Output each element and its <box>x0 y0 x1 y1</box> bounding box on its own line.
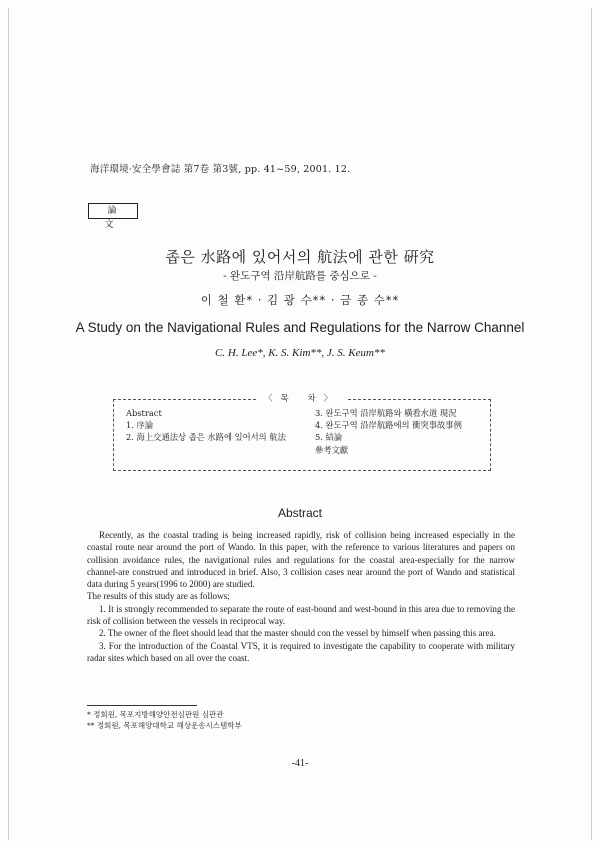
abstract-paragraph: The results of this study are as follows; <box>87 591 230 602</box>
authors-english: C. H. Lee*, K. S. Kim**, J. S. Keum** <box>215 347 385 359</box>
toc-right-column <box>315 407 462 456</box>
abstract-paragraph: 2. The owner of the fleet should lead that the master should con the vessel by himself when passing this area. <box>99 628 496 639</box>
toc-item: Abstract <box>126 408 162 418</box>
toc-item: 4. 완도구역 沿岸航路에의 衝突事故事例 <box>315 420 462 431</box>
footnote: * 정회원, 목포지방해양안전심판원 심판관 <box>87 710 224 719</box>
page-number: -41- <box>291 758 309 769</box>
toc-heading: 〈목 차〉 <box>258 392 346 404</box>
toc-item: 5. 結論 <box>315 432 343 443</box>
abstract-body <box>87 529 515 664</box>
subtitle-korean: - 완도구역 沿岸航路를 중심으로 - <box>223 270 377 282</box>
toc-left-column <box>126 407 286 444</box>
journal-citation: 海洋環境·安全學會誌 第7卷 第3號, pp. 41~59, 2001. 12. <box>90 164 351 175</box>
footnote: ** 정회원, 목포해양대학교 해상운송시스템학부 <box>87 721 242 730</box>
toc-item: 1. 序論 <box>126 420 154 431</box>
footnotes <box>87 709 242 731</box>
abstract-paragraph: 1. It is strongly recommended to separate the route of east-bound and west-bound in this area due to removing the risk of collision between the vessels in reciprocal way. <box>87 603 515 627</box>
abstract-paragraph: 3. For the introduction of the Coastal VTS, it is required to investigate the capability to cooperate with military radar sites which based on all over the coast. <box>87 640 515 663</box>
title-english: A Study on the Navigational Rules and Regulations for the Narrow Channel <box>75 320 525 335</box>
footnote-divider <box>87 705 197 706</box>
authors-korean: 이 철 환* · 김 광 수** · 금 종 수** <box>200 293 400 307</box>
toc-item: 2. 海上交通法상 좁은 水路에 있어서의 航法 <box>126 432 286 443</box>
toc-item: 參考文獻 <box>315 444 349 455</box>
title-korean: 좁은 水路에 있어서의 航法에 관한 硏究 <box>165 248 435 266</box>
abstract-paragraph: Recently, as the coastal trading is being increased rapidly, risk of collision being increased especially in the coastal route near around the port of Wando. In this paper, with the reference to various literatures and papers on collision avoidance rules, the navigational rules and regulations for the coastal area-especially for the narrow channel-are construed and introduced in brief. Also, 3 collision cases near around the port of Wando and statistical data during 5 years(1996 to 2000) are studied. <box>87 530 515 590</box>
paper-type-label: 論 文 <box>88 203 138 219</box>
abstract-heading: Abstract <box>277 506 322 520</box>
toc-item: 3. 완도구역 沿岸航路와 橫看水道 現況 <box>315 408 457 418</box>
